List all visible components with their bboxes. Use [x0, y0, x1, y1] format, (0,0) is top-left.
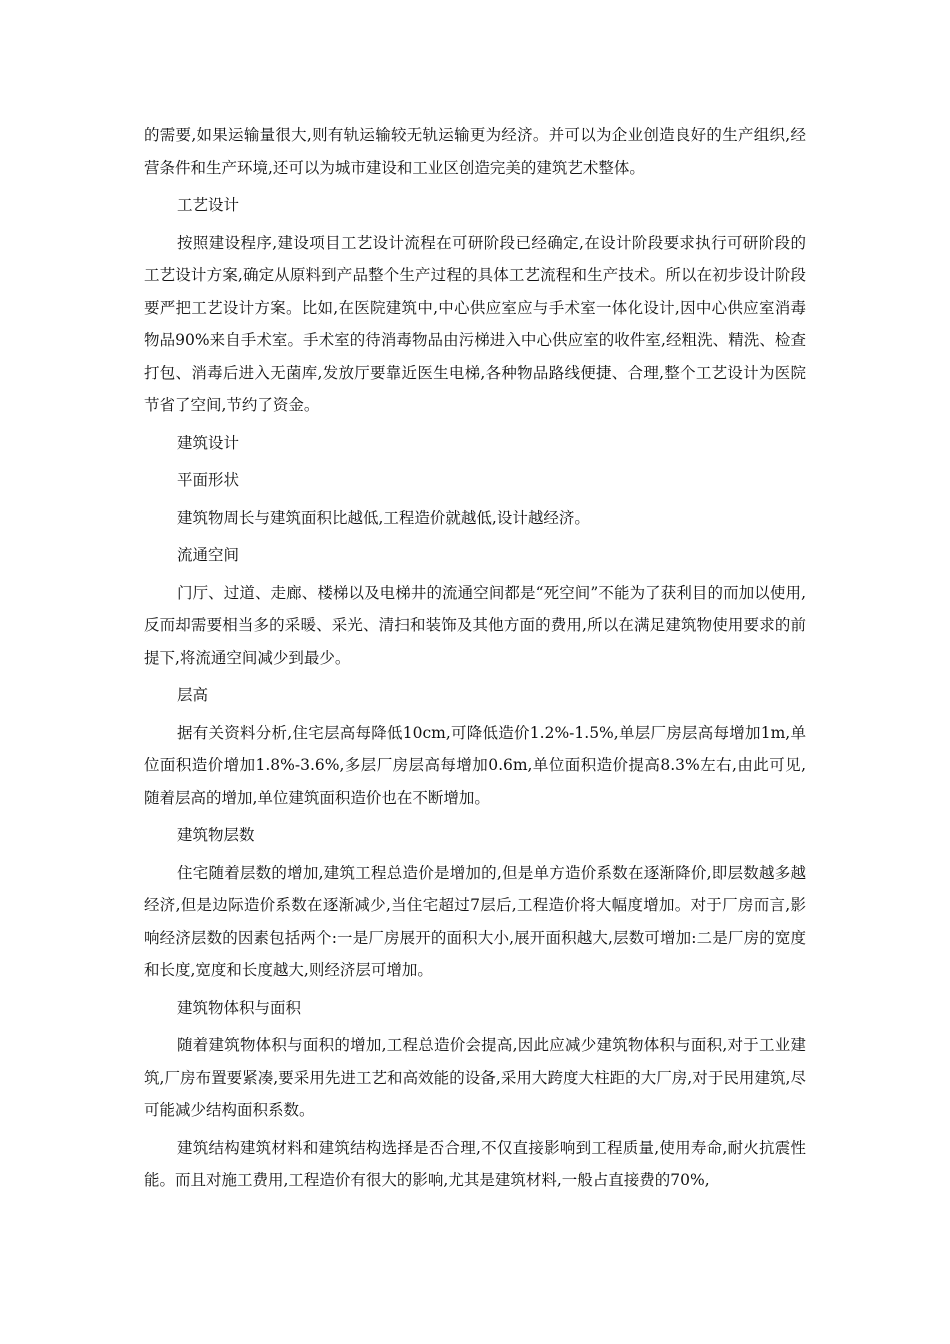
paragraph-building-structure: 建筑结构建筑材料和建筑结构选择是否合理,不仅直接影响到工程质量,使用寿命,耐火抗震性能。而且对施工费用,工程造价有很大的影响,尤其是建筑材料,一般占直接费的70%,: [144, 1138, 806, 1189]
paragraph-transport: 的需要,如果运输量很大,则有轨运输较无轨运输更为经济。并可以为企业创造良好的生产组织,经营条件和生产环境,还可以为城市建设和工业区创造完美的建筑艺术整体。: [144, 126, 806, 177]
heading-floor-height: 层高: [177, 686, 209, 704]
document-page: [144, 119, 806, 1202]
paragraph-process-design: 按照建设程序,建设项目工艺设计流程在可研阶段已经确定,在设计阶段要求执行可研阶段的工艺设计方案,确定从原料到产品整个生产过程的具体工艺流程和生产技术。所以在初步设计阶段要严把工艺设计方案。比如,在医院建筑中,中心供应室应与手术室一体化设计,因中心供应室消毒物品90%来自手术室。手术室的待消毒物品由污梯进入中心供应室的收件室,经粗洗、精洗、检查打包、消毒后进入无菌库,发放厅要靠近医生电梯,各种物品路线便捷、合理,整个工艺设计为医院节省了空间,节约了资金。: [144, 233, 806, 414]
heading-circulation-space: 流通空间: [177, 546, 240, 564]
heading-plan-shape: 平面形状: [177, 471, 240, 489]
heading-building-storeys: 建筑物层数: [177, 826, 255, 844]
paragraph-circulation-space: 门厅、过道、走廊、楼梯以及电梯井的流通空间都是“死空间”不能为了获利目的而加以使用,反而却需要相当多的采暖、采光、清扫和装饰及其他方面的费用,所以在满足建筑物使用要求的前提下,将流通空间减少到最少。: [144, 583, 806, 667]
paragraph-floor-height: 据有关资料分析,住宅层高每降低10cm,可降低造价1.2%-1.5%,单层厂房层高每增加1m,单位面积造价增加1.8%-3.6%,多层厂房层高每增加0.6m,单位面积造价提高8.3%左右,由此可见,随着层高的增加,单位建筑面积造价也在不断增加。: [144, 723, 806, 807]
heading-architectural-design: 建筑设计: [177, 433, 240, 452]
paragraph-volume-area: 随着建筑物体积与面积的增加,工程总造价会提高,因此应减少建筑物体积与面积,对于工业建筑,厂房布置要紧凑,要采用先进工艺和高效能的设备,采用大跨度大柱距的大厂房,对于民用建筑,尽可能减少结构面积系数。: [144, 1036, 806, 1119]
heading-process-design: 工艺设计: [177, 196, 240, 214]
heading-volume-area: 建筑物体积与面积: [177, 998, 302, 1017]
paragraph-building-storeys: 住宅随着层数的增加,建筑工程总造价是增加的,但是单方造价系数在逐渐降价,即层数越多越经济,但是边际造价系数在逐渐减少,当住宅超过7层后,工程造价将大幅度增加。对于厂房而言,影响经济层数的因素包括两个:一是厂房展开的面积大小,展开面积越大,层数可增加:二是厂房的宽度和长度,宽度和长度越大,则经济层可增加。: [144, 863, 806, 979]
paragraph-plan-shape: 建筑物周长与建筑面积比越低,工程造价就越低,设计越经济。: [177, 508, 590, 527]
